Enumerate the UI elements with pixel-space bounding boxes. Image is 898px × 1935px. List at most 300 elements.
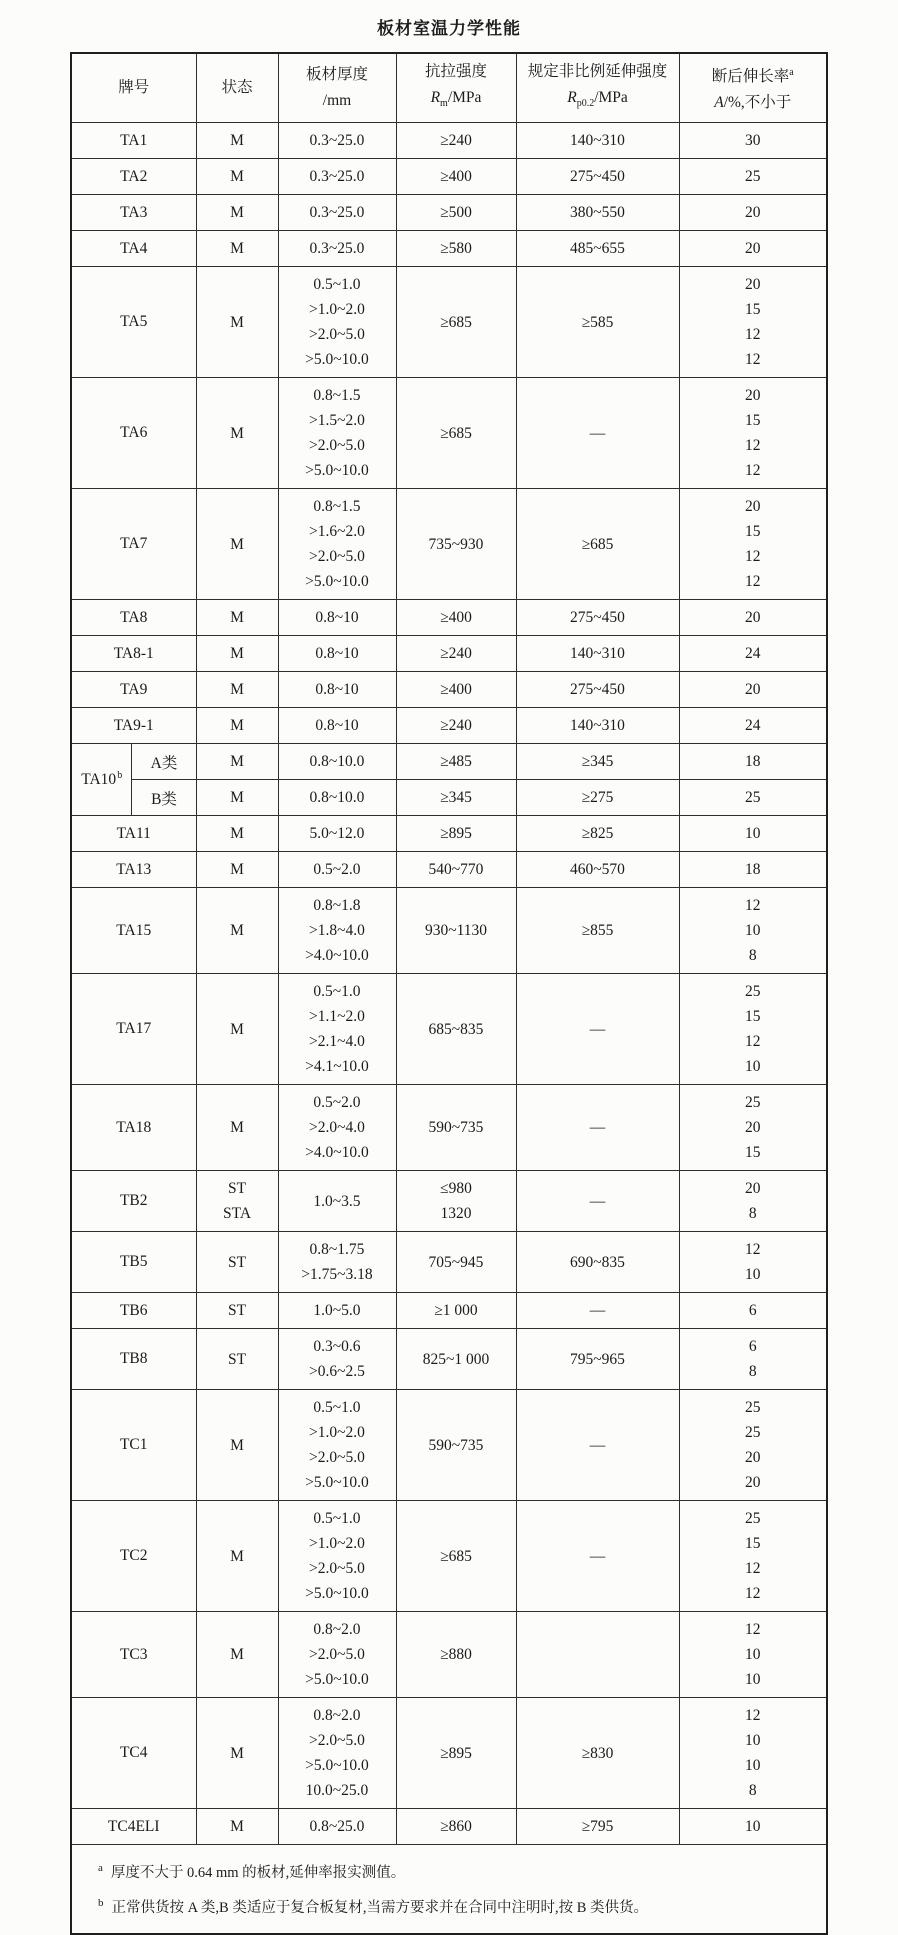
cell-line: 20 bbox=[745, 240, 761, 258]
elongation-cell bbox=[679, 974, 827, 1085]
cell-line: 12 bbox=[745, 897, 761, 915]
table-row bbox=[71, 1501, 827, 1612]
cell-line: 8 bbox=[748, 947, 757, 965]
cell-line: 24 bbox=[745, 645, 761, 663]
grade-cell: TA10$^b$ bbox=[71, 744, 132, 816]
cell-line: 10 bbox=[745, 922, 761, 940]
cell-line: 25 bbox=[745, 1399, 761, 1417]
cell-line: ≥240 bbox=[440, 645, 472, 663]
cell-line: 10 bbox=[745, 1058, 761, 1076]
cell-line: 25 bbox=[745, 1094, 761, 1112]
table-row bbox=[71, 123, 827, 159]
cell-line: 685~835 bbox=[428, 1020, 484, 1038]
tensile-strength-cell bbox=[396, 744, 516, 780]
footnote-a bbox=[98, 1853, 810, 1888]
cell-line: 0.8~1.75 bbox=[309, 1241, 365, 1259]
yield-strength-cell bbox=[516, 231, 679, 267]
cell-line: 0.8~10 bbox=[315, 681, 359, 699]
cell-line: 140~310 bbox=[570, 717, 625, 735]
elongation-label: 断后伸长率 bbox=[711, 68, 790, 86]
cell-line: ≥500 bbox=[440, 204, 472, 222]
tensile-strength-cell bbox=[396, 1612, 516, 1698]
thickness-cell bbox=[278, 231, 396, 267]
footnote-a-mark: a bbox=[97, 1862, 103, 1875]
elongation-cell bbox=[679, 195, 827, 231]
cell-line: 10 bbox=[745, 1671, 761, 1689]
cell-line: M bbox=[230, 1436, 244, 1454]
state-cell bbox=[196, 267, 278, 378]
grade-cell: TA2 bbox=[71, 159, 196, 195]
cell-line: M bbox=[230, 789, 244, 807]
table-row bbox=[71, 600, 827, 636]
header-label bbox=[682, 60, 825, 90]
cell-line: >2.0~5.0 bbox=[309, 326, 365, 344]
yield-strength-cell bbox=[516, 159, 679, 195]
elongation-cell bbox=[679, 600, 827, 636]
cell-line: ST bbox=[227, 1180, 247, 1198]
cell-line: 0.8~10.0 bbox=[309, 789, 365, 807]
cell-line: M bbox=[230, 424, 244, 442]
cell-line: M bbox=[230, 717, 244, 735]
tensile-strength-cell bbox=[396, 600, 516, 636]
table-row bbox=[71, 672, 827, 708]
table-row bbox=[71, 1390, 827, 1501]
state-cell bbox=[196, 489, 278, 600]
cell-line: >4.1~10.0 bbox=[305, 1058, 369, 1076]
cell-line: >2.0~5.0 bbox=[309, 548, 365, 566]
header-label: 规定非比例延伸强度 bbox=[527, 63, 668, 80]
cell-line: 12 bbox=[745, 573, 761, 591]
header-unit: /mm bbox=[322, 92, 352, 110]
cell-line: >4.0~10.0 bbox=[305, 1144, 369, 1162]
state-cell bbox=[196, 1501, 278, 1612]
thickness-cell bbox=[278, 1232, 396, 1293]
state-cell bbox=[196, 1390, 278, 1501]
table-row bbox=[71, 816, 827, 852]
cell-line: 15 bbox=[745, 301, 761, 319]
col-header-state bbox=[196, 53, 278, 123]
cell-line: ≥400 bbox=[440, 609, 472, 627]
cell-line: M bbox=[230, 1547, 244, 1565]
cell-line: M bbox=[230, 681, 244, 699]
elongation-unit: /%,不小于 bbox=[723, 94, 792, 112]
yield-strength-cell bbox=[516, 489, 679, 600]
cell-line: >4.0~10.0 bbox=[305, 947, 369, 965]
elongation-cell bbox=[679, 1698, 827, 1809]
table-row bbox=[71, 159, 827, 195]
table-row bbox=[71, 636, 827, 672]
rp-symbol: R bbox=[567, 89, 577, 106]
grade-cell: TA6 bbox=[71, 378, 196, 489]
col-header-tensile-strength bbox=[396, 53, 516, 123]
rp-unit: /MPa bbox=[594, 89, 628, 106]
thickness-cell bbox=[278, 1501, 396, 1612]
cell-line: >5.0~10.0 bbox=[305, 1757, 369, 1775]
table-row bbox=[71, 1085, 827, 1171]
cell-line: ≥685 bbox=[440, 1547, 472, 1565]
cell-line: ≥240 bbox=[440, 717, 472, 735]
cell-line: 0.3~25.0 bbox=[309, 204, 365, 222]
grade-footnote-sup: b bbox=[117, 770, 123, 782]
tensile-strength-cell bbox=[396, 852, 516, 888]
state-cell bbox=[196, 1232, 278, 1293]
elongation-cell bbox=[679, 378, 827, 489]
cell-line: 25 bbox=[745, 1510, 761, 1528]
cell-line: 20 bbox=[745, 1474, 761, 1492]
state-cell bbox=[196, 636, 278, 672]
thickness-cell bbox=[278, 600, 396, 636]
cell-line: 930~1130 bbox=[424, 922, 488, 940]
cell-line: 20 bbox=[745, 1449, 761, 1467]
cell-line: 6 bbox=[748, 1338, 757, 1356]
state-cell bbox=[196, 1698, 278, 1809]
grade-cell: TA1 bbox=[71, 123, 196, 159]
rm-unit: /MPa bbox=[447, 89, 482, 106]
cell-line: M bbox=[230, 1646, 244, 1664]
header-label: 抗拉强度 bbox=[424, 63, 487, 80]
cell-line: M bbox=[230, 204, 244, 222]
cell-line: 0.8~2.0 bbox=[313, 1621, 361, 1639]
cell-line: 6 bbox=[748, 1302, 757, 1320]
cell-line: 18 bbox=[745, 753, 761, 771]
tensile-strength-cell bbox=[396, 1390, 516, 1501]
rm-subscript: m bbox=[440, 98, 448, 110]
elongation-cell bbox=[679, 1293, 827, 1329]
state-cell bbox=[196, 780, 278, 816]
cell-line: 275~450 bbox=[570, 168, 625, 186]
cell-line: >2.0~5.0 bbox=[309, 1560, 365, 1578]
yield-strength-cell bbox=[516, 1390, 679, 1501]
cell-line: ≥400 bbox=[440, 681, 472, 699]
table-row bbox=[71, 231, 827, 267]
cell-line: >1.0~2.0 bbox=[309, 1535, 365, 1553]
tensile-strength-cell bbox=[396, 636, 516, 672]
tensile-strength-cell bbox=[396, 123, 516, 159]
yield-strength-cell bbox=[516, 1501, 679, 1612]
rp-subscript: p0.2 bbox=[576, 98, 595, 110]
cell-line: ≥400 bbox=[440, 168, 472, 186]
tensile-strength-cell bbox=[396, 974, 516, 1085]
tensile-strength-cell bbox=[396, 780, 516, 816]
state-cell bbox=[196, 1085, 278, 1171]
table-row bbox=[71, 780, 827, 816]
elongation-cell bbox=[679, 1085, 827, 1171]
table-row bbox=[71, 489, 827, 600]
cell-line: 10.0~25.0 bbox=[305, 1782, 369, 1800]
cell-line: 15 bbox=[745, 523, 761, 541]
table-row bbox=[71, 852, 827, 888]
thickness-cell bbox=[278, 378, 396, 489]
cell-line: 12 bbox=[745, 437, 761, 455]
cell-line: M bbox=[230, 535, 244, 553]
cell-line: >1.8~4.0 bbox=[309, 922, 365, 940]
cell-line: 20 bbox=[745, 681, 761, 699]
cell-line: 140~310 bbox=[570, 132, 625, 150]
cell-line: 12 bbox=[745, 351, 761, 369]
thickness-cell bbox=[278, 672, 396, 708]
cell-line: 25 bbox=[745, 1424, 761, 1442]
yield-strength-cell bbox=[516, 780, 679, 816]
col-header-elongation bbox=[679, 53, 827, 123]
tensile-strength-cell bbox=[396, 1501, 516, 1612]
table-row bbox=[71, 1232, 827, 1293]
elongation-cell bbox=[679, 267, 827, 378]
cell-line: 0.8~10.0 bbox=[309, 753, 365, 771]
cell-line: M bbox=[230, 1744, 244, 1762]
tensile-strength-cell bbox=[396, 1085, 516, 1171]
tensile-strength-cell bbox=[396, 195, 516, 231]
cell-line: 25 bbox=[745, 168, 761, 186]
cell-line: — bbox=[589, 1192, 606, 1210]
cell-line: 20 bbox=[745, 387, 761, 405]
elongation-cell bbox=[679, 1329, 827, 1390]
state-cell bbox=[196, 1329, 278, 1390]
cell-line: 1320 bbox=[440, 1205, 472, 1223]
cell-line: ≥895 bbox=[440, 1744, 472, 1762]
elongation-cell bbox=[679, 888, 827, 974]
cell-line: 0.8~10 bbox=[315, 609, 359, 627]
grade-cell: TA4 bbox=[71, 231, 196, 267]
tensile-strength-cell bbox=[396, 378, 516, 489]
cell-line: 20 bbox=[745, 276, 761, 294]
cell-line: M bbox=[230, 825, 244, 843]
cell-line: 10 bbox=[745, 1757, 761, 1775]
yield-strength-cell bbox=[516, 816, 679, 852]
cell-line: 690~835 bbox=[570, 1253, 625, 1271]
yield-strength-cell bbox=[516, 672, 679, 708]
state-cell bbox=[196, 123, 278, 159]
thickness-cell bbox=[278, 888, 396, 974]
yield-strength-cell bbox=[516, 1232, 679, 1293]
footnote-a-text: 厚度不大于 0.64 mm 的板材,延伸率报实测值。 bbox=[110, 1864, 406, 1881]
cell-line: 12 bbox=[745, 462, 761, 480]
cell-line: M bbox=[230, 922, 244, 940]
cell-line: 10 bbox=[745, 1266, 761, 1284]
thickness-cell bbox=[278, 195, 396, 231]
cell-line: M bbox=[230, 168, 244, 186]
state-cell bbox=[196, 378, 278, 489]
cell-line: >2.1~4.0 bbox=[309, 1033, 365, 1051]
cell-line: >1.0~2.0 bbox=[309, 1424, 365, 1442]
cell-line: M bbox=[230, 861, 244, 879]
elongation-footnote-sup: a bbox=[789, 66, 794, 78]
header-label: 牌号 bbox=[118, 79, 150, 97]
elongation-cell bbox=[679, 159, 827, 195]
table-footer bbox=[71, 1845, 827, 1934]
grade-class-cell: A类 bbox=[132, 744, 196, 780]
cell-line: 0.5~1.0 bbox=[313, 983, 361, 1001]
cell-line: M bbox=[230, 1020, 244, 1038]
table-row bbox=[71, 195, 827, 231]
cell-line: ST bbox=[227, 1302, 247, 1320]
elongation-cell bbox=[679, 852, 827, 888]
cell-line: 380~550 bbox=[570, 204, 625, 222]
yield-strength-cell bbox=[516, 195, 679, 231]
state-cell bbox=[196, 708, 278, 744]
cell-line: 0.8~25.0 bbox=[309, 1818, 365, 1836]
thickness-cell bbox=[278, 852, 396, 888]
elongation-cell bbox=[679, 1501, 827, 1612]
cell-line: >1.0~2.0 bbox=[309, 301, 365, 319]
elongation-cell bbox=[679, 123, 827, 159]
thickness-cell bbox=[278, 1085, 396, 1171]
table-row bbox=[71, 744, 827, 780]
cell-line: 12 bbox=[745, 548, 761, 566]
yield-strength-cell bbox=[516, 636, 679, 672]
cell-line: ST bbox=[227, 1253, 247, 1271]
grade-cell: TA5 bbox=[71, 267, 196, 378]
cell-line: 20 bbox=[745, 204, 761, 222]
cell-line: >1.5~2.0 bbox=[309, 412, 365, 430]
table-row bbox=[71, 1171, 827, 1232]
cell-line: ≥830 bbox=[581, 1744, 614, 1762]
cell-line: ≥795 bbox=[581, 1818, 614, 1836]
cell-line: STA bbox=[222, 1205, 252, 1223]
cell-line: ≥685 bbox=[440, 313, 472, 331]
elongation-cell bbox=[679, 780, 827, 816]
cell-line: M bbox=[230, 1818, 244, 1836]
cell-line: 0.8~1.5 bbox=[313, 387, 361, 405]
grade-cell: TA13 bbox=[71, 852, 196, 888]
cell-line: >1.75~3.18 bbox=[301, 1266, 373, 1284]
col-header-yield-strength bbox=[516, 53, 679, 123]
table-row bbox=[71, 267, 827, 378]
cell-line: >1.1~2.0 bbox=[309, 1008, 365, 1026]
yield-strength-cell bbox=[516, 744, 679, 780]
cell-line: 15 bbox=[745, 1008, 761, 1026]
thickness-cell bbox=[278, 816, 396, 852]
cell-line: ≥860 bbox=[440, 1818, 472, 1836]
yield-strength-cell bbox=[516, 974, 679, 1085]
cell-line: >5.0~10.0 bbox=[305, 351, 369, 369]
yield-strength-cell bbox=[516, 1698, 679, 1809]
header-symbol bbox=[682, 90, 825, 116]
cell-line: 590~735 bbox=[428, 1436, 484, 1454]
cell-line: 20 bbox=[745, 609, 761, 627]
state-cell bbox=[196, 974, 278, 1085]
state-cell bbox=[196, 744, 278, 780]
cell-line: 24 bbox=[745, 717, 761, 735]
tensile-strength-cell bbox=[396, 159, 516, 195]
state-cell bbox=[196, 1293, 278, 1329]
cell-line: 0.8~2.0 bbox=[313, 1707, 361, 1725]
cell-line: 0.5~2.0 bbox=[313, 1094, 361, 1112]
cell-line: ≥580 bbox=[440, 240, 472, 258]
cell-line: 12 bbox=[745, 1707, 761, 1725]
thickness-cell bbox=[278, 489, 396, 600]
grade-cell: TA7 bbox=[71, 489, 196, 600]
cell-line: >2.0~5.0 bbox=[309, 437, 365, 455]
cell-line: 20 bbox=[745, 1119, 761, 1137]
cell-line: 0.8~10 bbox=[315, 717, 359, 735]
cell-line: >1.6~2.0 bbox=[309, 523, 365, 541]
yield-strength-cell bbox=[516, 1293, 679, 1329]
header-label: 状态 bbox=[221, 79, 253, 97]
cell-line: 5.0~12.0 bbox=[309, 825, 365, 843]
cell-line: 540~770 bbox=[428, 861, 484, 879]
table-row bbox=[71, 378, 827, 489]
grade-cell: TA18 bbox=[71, 1085, 196, 1171]
grade-cell: TC1 bbox=[71, 1390, 196, 1501]
grade-cell: TC4ELI bbox=[71, 1809, 196, 1845]
grade-cell: TA17 bbox=[71, 974, 196, 1085]
thickness-cell bbox=[278, 1329, 396, 1390]
table-row bbox=[71, 1698, 827, 1809]
cell-line: 590~735 bbox=[428, 1119, 484, 1137]
cell-line: 275~450 bbox=[570, 609, 625, 627]
table-row bbox=[71, 708, 827, 744]
state-cell bbox=[196, 1171, 278, 1232]
cell-line: >2.0~4.0 bbox=[309, 1119, 365, 1137]
thickness-cell bbox=[278, 1293, 396, 1329]
cell-line: ≥345 bbox=[440, 789, 472, 807]
cell-line: — bbox=[589, 424, 606, 442]
thickness-cell bbox=[278, 1171, 396, 1232]
elongation-cell bbox=[679, 672, 827, 708]
yield-strength-cell bbox=[516, 1329, 679, 1390]
cell-line: 20 bbox=[745, 498, 761, 516]
header-row bbox=[71, 53, 827, 123]
cell-line: 0.5~1.0 bbox=[313, 1510, 361, 1528]
cell-line: 795~965 bbox=[570, 1350, 625, 1368]
table-header bbox=[71, 53, 827, 123]
cell-line: 1.0~3.5 bbox=[313, 1192, 361, 1210]
grade-cell: TA9 bbox=[71, 672, 196, 708]
cell-line: >0.6~2.5 bbox=[309, 1363, 365, 1381]
state-cell bbox=[196, 159, 278, 195]
table-row bbox=[71, 1329, 827, 1390]
header-label: 板材厚度 bbox=[305, 66, 368, 84]
cell-line: 825~1 000 bbox=[422, 1350, 490, 1368]
elongation-cell bbox=[679, 1232, 827, 1293]
yield-strength-cell bbox=[516, 123, 679, 159]
cell-line: ≥825 bbox=[581, 825, 614, 843]
cell-line: 0.8~10 bbox=[315, 645, 359, 663]
grade-cell: TB5 bbox=[71, 1232, 196, 1293]
cell-line: 735~930 bbox=[428, 535, 484, 553]
cell-line: 1.0~5.0 bbox=[313, 1302, 361, 1320]
yield-strength-cell bbox=[516, 378, 679, 489]
col-header-thickness bbox=[278, 53, 396, 123]
cell-line: ST bbox=[227, 1350, 247, 1368]
state-cell bbox=[196, 852, 278, 888]
cell-line: 0.8~1.8 bbox=[313, 897, 361, 915]
table-body bbox=[71, 123, 827, 1845]
thickness-cell bbox=[278, 1612, 396, 1698]
cell-line: ≥685 bbox=[581, 535, 614, 553]
cell-line: M bbox=[230, 1119, 244, 1137]
cell-line: 15 bbox=[745, 1144, 761, 1162]
state-cell bbox=[196, 1612, 278, 1698]
cell-line: ≥1 000 bbox=[434, 1302, 478, 1320]
tensile-strength-cell bbox=[396, 231, 516, 267]
elongation-cell bbox=[679, 489, 827, 600]
yield-strength-cell bbox=[516, 600, 679, 636]
grade-cell: TC3 bbox=[71, 1612, 196, 1698]
cell-line: 460~570 bbox=[570, 861, 625, 879]
footnote-b bbox=[98, 1888, 810, 1923]
footnote-b-mark: b bbox=[97, 1896, 104, 1909]
cell-line: M bbox=[230, 645, 244, 663]
tensile-strength-cell bbox=[396, 888, 516, 974]
elongation-symbol: A bbox=[714, 94, 724, 112]
cell-line: >2.0~5.0 bbox=[309, 1732, 365, 1750]
tensile-strength-cell bbox=[396, 489, 516, 600]
cell-line: 10 bbox=[745, 1646, 761, 1664]
tensile-strength-cell bbox=[396, 708, 516, 744]
elongation-cell bbox=[679, 1390, 827, 1501]
cell-line: >5.0~10.0 bbox=[305, 1474, 369, 1492]
